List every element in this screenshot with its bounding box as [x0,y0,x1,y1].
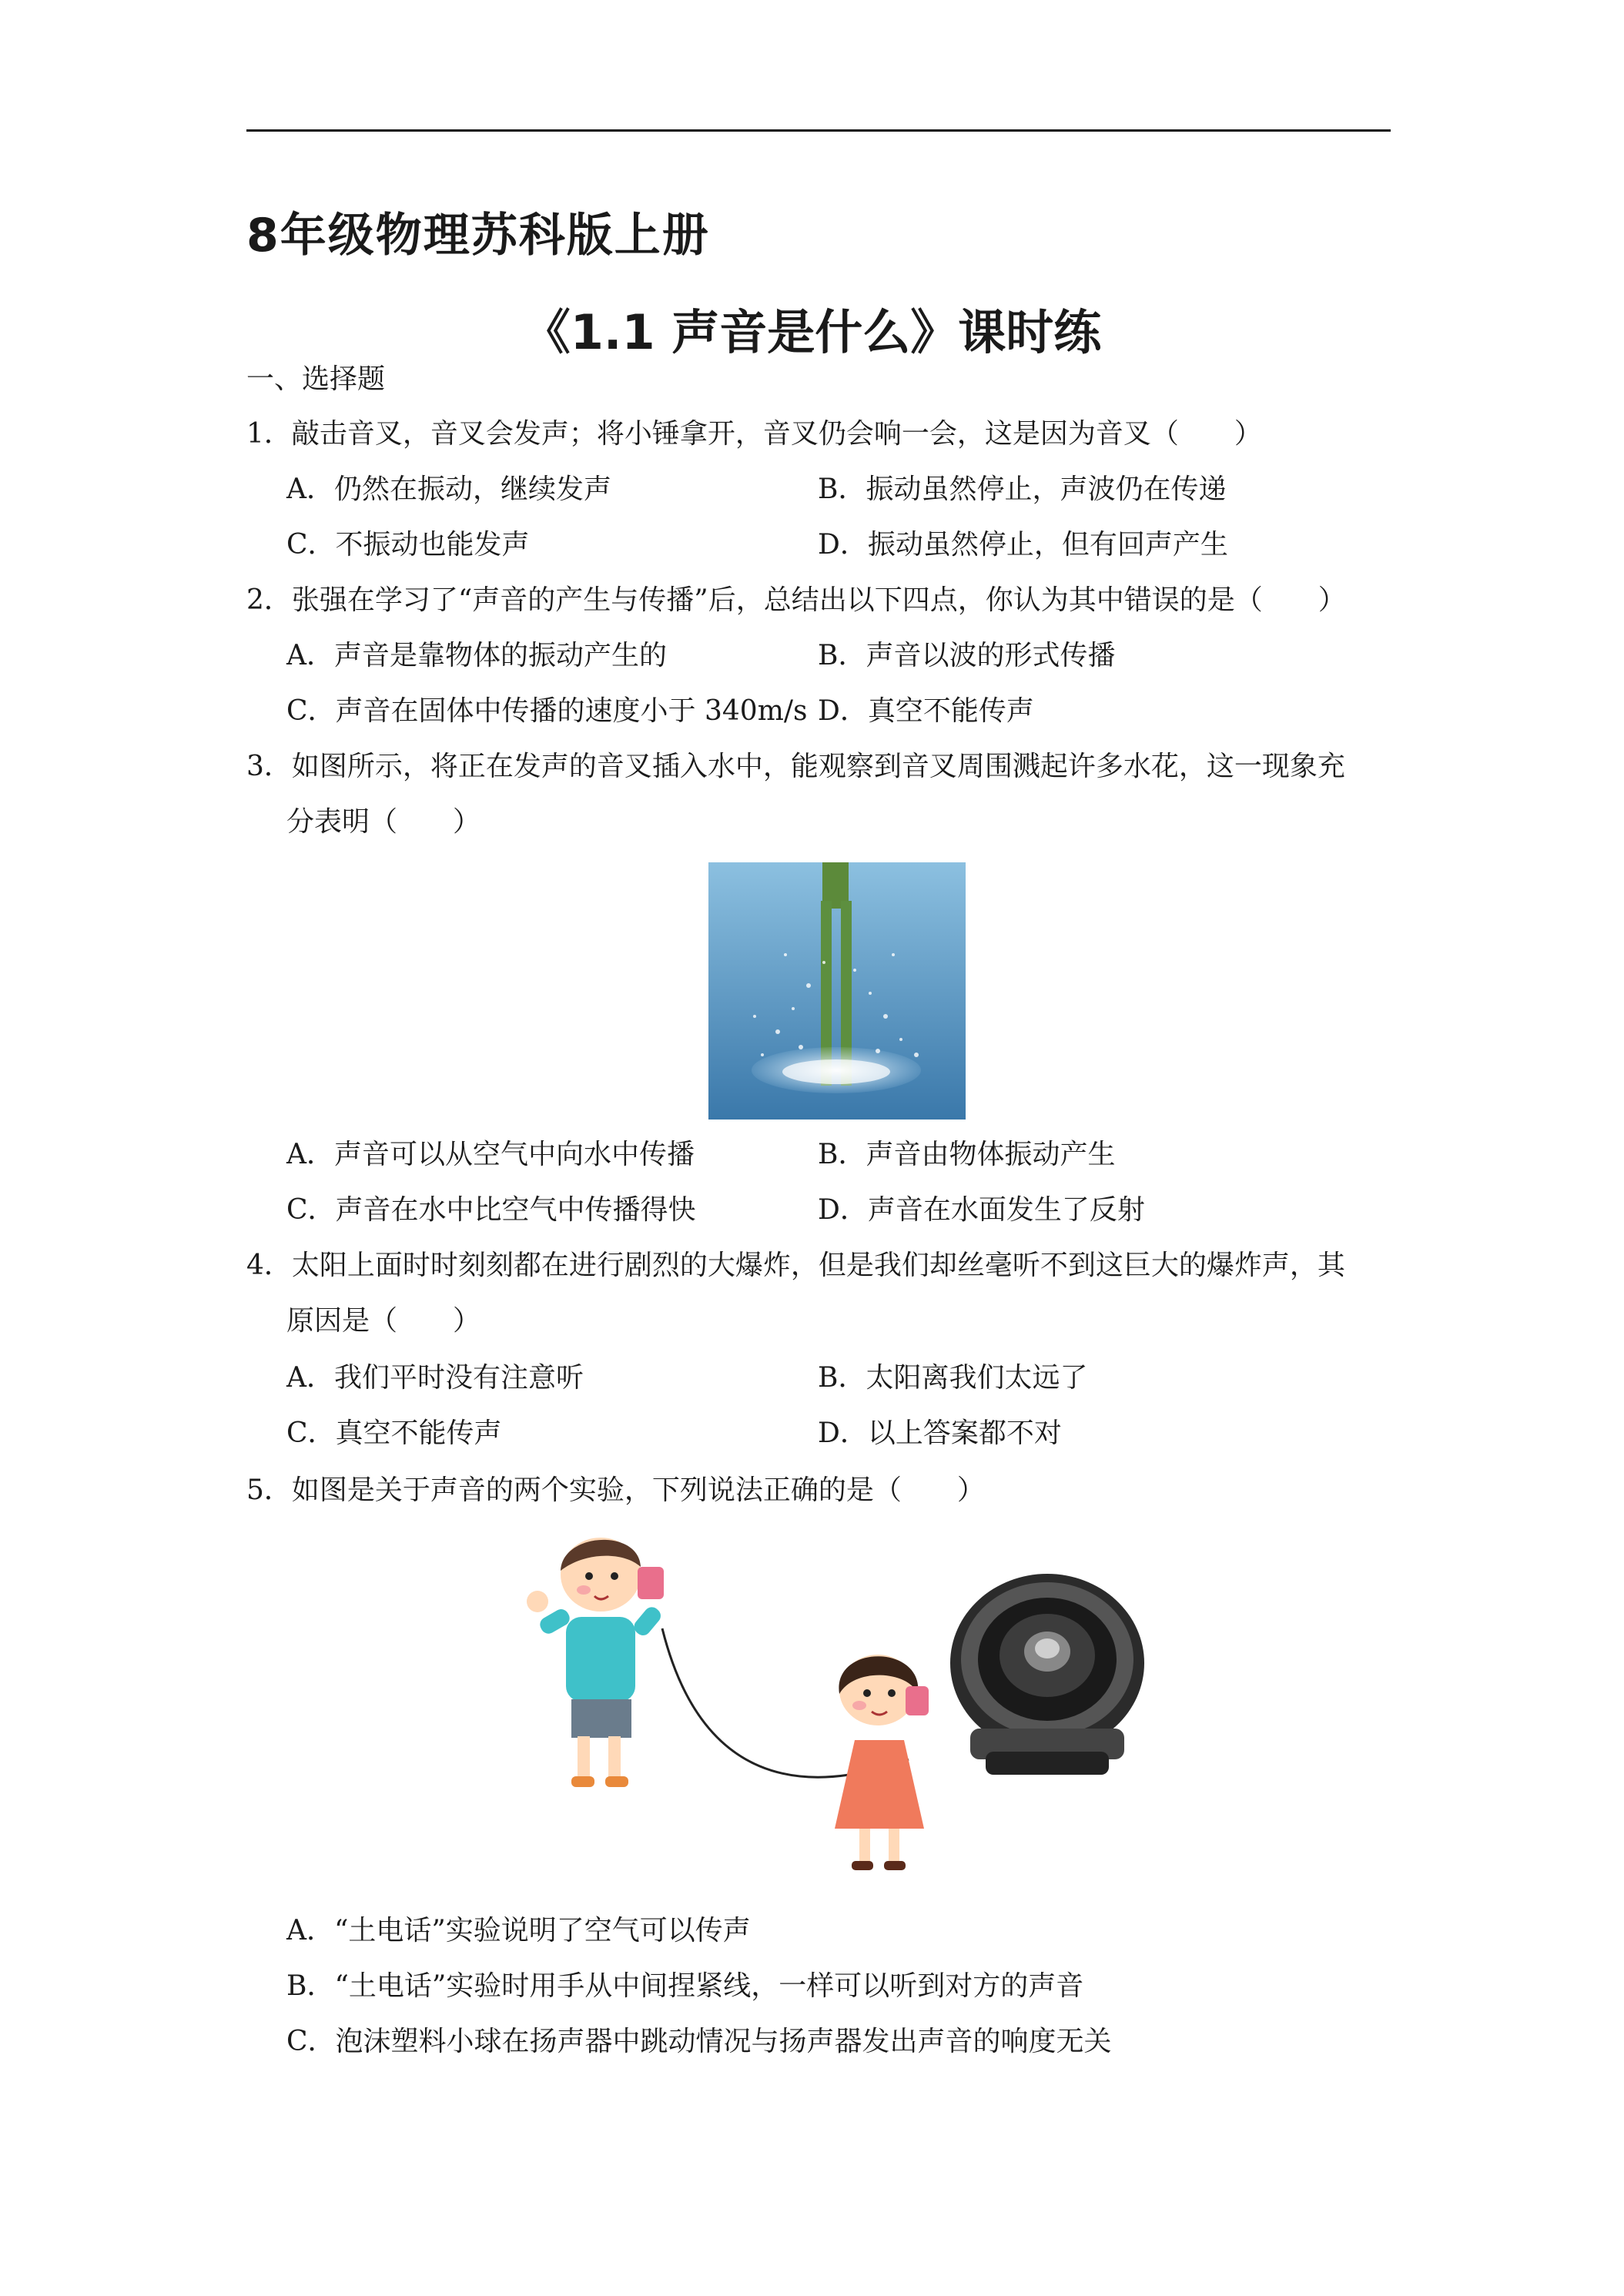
question-4-option-c: C．真空不能传声 [286,1417,502,1449]
question-3-stem-line2: 分表明（ ） [286,806,481,838]
question-5-option-b: B．“土电话”实验时用手从中间捏紧线，一样可以听到对方的声音 [286,1970,1084,2002]
question-1-option-c: C．不振动也能发声 [286,529,530,561]
question-2-option-d: D．真空不能传声 [818,695,1034,727]
question-4-stem-line2: 原因是（ ） [286,1305,481,1337]
boy-figure [527,1538,664,1787]
tuning-fork-water-photo [708,862,966,1120]
header-rule [246,129,1391,132]
girl-figure [835,1655,929,1870]
question-2-stem: 2．张强在学习了“声音的产生与传播”后，总结出以下四点，你认为其中错误的是（ ） [246,584,1346,616]
question-3-option-a: A．声音可以从空气中向水中传播 [286,1139,695,1170]
question-1-stem: 1．敲击音叉，音叉会发声；将小锤拿开，音叉仍会响一会，这是因为音叉（ ） [246,418,1262,450]
question-3-option-c: C．声音在水中比空气中传播得快 [286,1194,696,1226]
question-3-stem-line1: 3．如图所示，将正在发声的音叉插入水中，能观察到音叉周围溅起许多水花，这一现象充 [246,751,1345,782]
question-2-option-a: A．声音是靠物体的振动产生的 [286,640,667,671]
question-4-option-b: B．太阳离我们太远了 [818,1362,1088,1394]
question-4-option-a: A．我们平时没有注意听 [286,1362,584,1394]
question-2-option-c: C．声音在固体中传播的速度小于 340m/s [286,695,808,727]
question-5-option-a: A．“土电话”实验说明了空气可以传声 [286,1915,751,1946]
question-2-option-b: B．声音以波的形式传播 [818,640,1116,671]
section-title: 一、选择题 [246,363,386,395]
question-3-option-b: B．声音由物体振动产生 [818,1139,1116,1170]
string-telephone-and-speaker-illustration [524,1528,1155,1894]
lesson-title: 《1.1 声音是什么》课时练 [522,304,1102,360]
question-5-stem: 5．如图是关于声音的两个实验，下列说法正确的是（ ） [246,1474,985,1506]
grade-title: 8年级物理苏科版上册 [246,209,710,263]
question-4-stem-line1: 4．太阳上面时时刻刻都在进行剧烈的大爆炸，但是我们却丝毫听不到这巨大的爆炸声，其 [246,1250,1345,1281]
question-1-option-a: A．仍然在振动，继续发声 [286,474,611,505]
question-1-option-d: D．振动虽然停止，但有回声产生 [818,529,1228,561]
question-4-option-d: D．以上答案都不对 [818,1417,1062,1449]
question-3-option-d: D．声音在水面发生了反射 [818,1194,1145,1226]
question-1-option-b: B．振动虽然停止，声波仍在传递 [818,474,1227,505]
speaker-figure [950,1574,1144,1775]
question-5-option-c: C．泡沫塑料小球在扬声器中跳动情况与扬声器发出声音的响度无关 [286,2026,1112,2057]
